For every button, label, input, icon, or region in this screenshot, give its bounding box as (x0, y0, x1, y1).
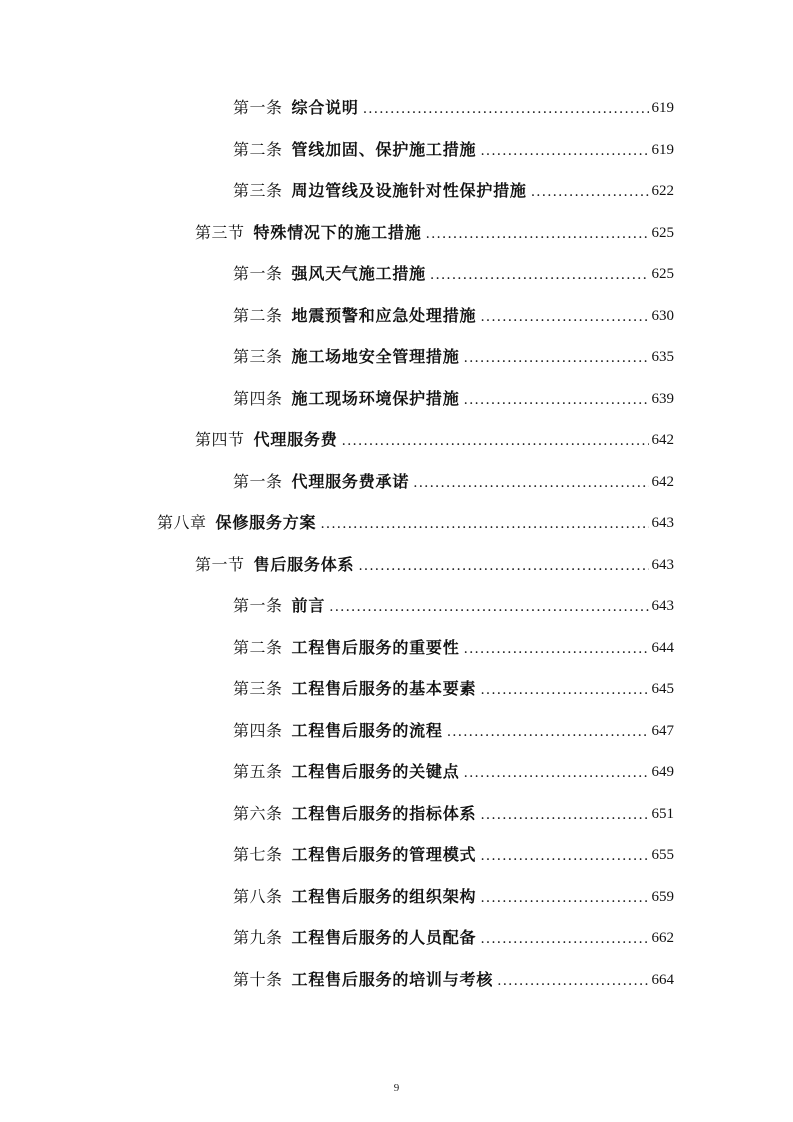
toc-entry[interactable] (0, 219, 674, 247)
toc-entry-title: 特殊情况下的施工措施 (253, 222, 422, 242)
toc-entry-title: 代理服务费 (253, 430, 338, 449)
toc-entry[interactable] (0, 592, 674, 620)
toc-entry[interactable] (0, 177, 674, 205)
dot-leader (358, 552, 648, 580)
toc-entry-page: 625 (651, 266, 674, 282)
toc-entry-page: 639 (651, 390, 674, 407)
toc-entry[interactable] (0, 883, 674, 911)
toc-entry-page: 651 (651, 805, 674, 822)
toc-entry-page: 619 (651, 100, 674, 116)
toc-entry-page: 643 (651, 598, 674, 614)
toc-entry-number: 第九条 (233, 928, 283, 947)
dot-leader (497, 967, 648, 995)
toc-entry[interactable] (0, 509, 674, 537)
toc-entry-number: 第二条 (233, 305, 283, 325)
toc-entry-title: 施工场地安全管理措施 (291, 347, 460, 366)
toc-entry-number: 第二条 (233, 139, 283, 159)
dot-leader (426, 220, 649, 248)
toc-entry-title: 工程售后服务的人员配备 (291, 928, 477, 947)
toc-entry[interactable] (0, 717, 674, 745)
toc-entry-page: 642 (651, 473, 674, 490)
toc-entry[interactable] (0, 302, 674, 330)
toc-entry-title: 地震预警和应急处理措施 (291, 305, 477, 325)
toc-entry-number: 第一条 (233, 471, 283, 491)
dot-leader (342, 427, 649, 455)
toc-entry[interactable] (0, 634, 674, 662)
toc-entry-title: 售后服务体系 (253, 554, 355, 574)
dot-leader (464, 759, 649, 787)
dot-leader (480, 137, 648, 165)
toc-entry-number: 第七条 (233, 845, 283, 864)
toc-entry-page: 642 (651, 432, 674, 448)
toc-entry-number: 第二条 (233, 637, 283, 657)
toc-entry[interactable] (0, 343, 674, 371)
dot-leader (447, 718, 649, 746)
page-number: 9 (393, 1082, 400, 1094)
toc-entry-page: 635 (651, 349, 674, 365)
toc-entry-title: 周边管线及设施针对性保护措施 (291, 181, 527, 200)
toc-entry-page: 643 (651, 556, 674, 573)
toc-entry[interactable] (0, 551, 674, 579)
toc-entry-title: 强风天气施工措施 (291, 264, 426, 283)
toc-entry-title: 综合说明 (291, 98, 359, 117)
dot-leader (320, 510, 648, 538)
dot-leader (480, 303, 648, 331)
toc-entry-title: 工程售后服务的基本要素 (291, 679, 477, 698)
toc-entry-page: 644 (651, 639, 674, 656)
toc-entry[interactable] (0, 675, 674, 703)
toc-entry-page: 647 (651, 722, 674, 739)
toc-entry-page: 649 (651, 764, 674, 780)
toc-entry-number: 第一节 (195, 554, 245, 574)
toc-entry-number: 第四条 (233, 720, 283, 740)
toc-entry-number: 第六条 (233, 803, 283, 823)
toc-entry-number: 第三条 (233, 347, 283, 366)
dot-leader (480, 925, 648, 953)
toc-entry[interactable] (0, 94, 674, 122)
toc-entry-number: 第三条 (233, 181, 283, 200)
toc-entry-page: 619 (651, 141, 674, 158)
toc-entry-number: 第三条 (233, 679, 283, 698)
toc-entry[interactable] (0, 385, 674, 413)
toc-entry-number: 第一条 (233, 596, 283, 615)
toc-entry-title: 工程售后服务的流程 (291, 720, 443, 740)
toc-entry-number: 第五条 (233, 762, 283, 781)
toc-entry-page: 662 (651, 930, 674, 946)
toc-entry-title: 保修服务方案 (215, 513, 317, 532)
toc-entry-title: 工程售后服务的培训与考核 (291, 969, 494, 989)
toc-entry-number: 第一条 (233, 264, 283, 283)
toc-entry-title: 工程售后服务的管理模式 (291, 845, 477, 864)
dot-leader (480, 676, 648, 704)
dot-leader (430, 261, 649, 289)
toc-entry[interactable] (0, 426, 674, 454)
toc-entry-page: 625 (651, 224, 674, 241)
dot-leader (363, 95, 649, 123)
dot-leader (464, 386, 649, 414)
toc-entry-number: 第十条 (233, 969, 283, 989)
toc-entry-title: 前言 (291, 596, 326, 615)
toc-entry-page: 643 (651, 515, 674, 531)
toc-entry[interactable] (0, 841, 674, 869)
toc-entry-page: 664 (651, 971, 674, 988)
toc-entry-title: 代理服务费承诺 (291, 471, 410, 491)
toc-entry-number: 第一条 (233, 98, 283, 117)
toc-entry[interactable] (0, 924, 674, 952)
toc-entry-title: 施工现场环境保护措施 (291, 388, 460, 408)
dot-leader (464, 344, 649, 372)
toc-entry-number: 第四条 (233, 388, 283, 408)
dot-leader (480, 842, 648, 870)
toc-entry-title: 工程售后服务的指标体系 (291, 803, 477, 823)
toc-entry[interactable] (0, 800, 674, 828)
toc-entry-page: 622 (651, 183, 674, 199)
dot-leader (480, 801, 648, 829)
toc-entry-number: 第三节 (195, 222, 245, 242)
toc-entry-number: 第八条 (233, 886, 283, 906)
toc-entry-number: 第四节 (195, 430, 245, 449)
toc-entry-title: 工程售后服务的关键点 (291, 762, 460, 781)
toc-entry-page: 630 (651, 307, 674, 324)
dot-leader (480, 884, 648, 912)
toc-entry[interactable] (0, 758, 674, 786)
dot-leader (413, 469, 648, 497)
dot-leader (464, 635, 649, 663)
toc-entry-page: 655 (651, 847, 674, 863)
toc-entry[interactable] (0, 966, 674, 994)
toc-entry[interactable] (0, 260, 674, 288)
toc-entry[interactable] (0, 136, 674, 164)
toc-entry-page: 659 (651, 888, 674, 905)
toc-entry[interactable] (0, 468, 674, 496)
toc-entry-title: 工程售后服务的组织架构 (291, 886, 477, 906)
toc-entry-number: 第八章 (157, 513, 207, 532)
toc-entry-page: 645 (651, 681, 674, 697)
dot-leader (329, 593, 648, 621)
dot-leader (531, 178, 649, 206)
toc-entry-title: 管线加固、保护施工措施 (291, 139, 477, 159)
toc-entry-title: 工程售后服务的重要性 (291, 637, 460, 657)
